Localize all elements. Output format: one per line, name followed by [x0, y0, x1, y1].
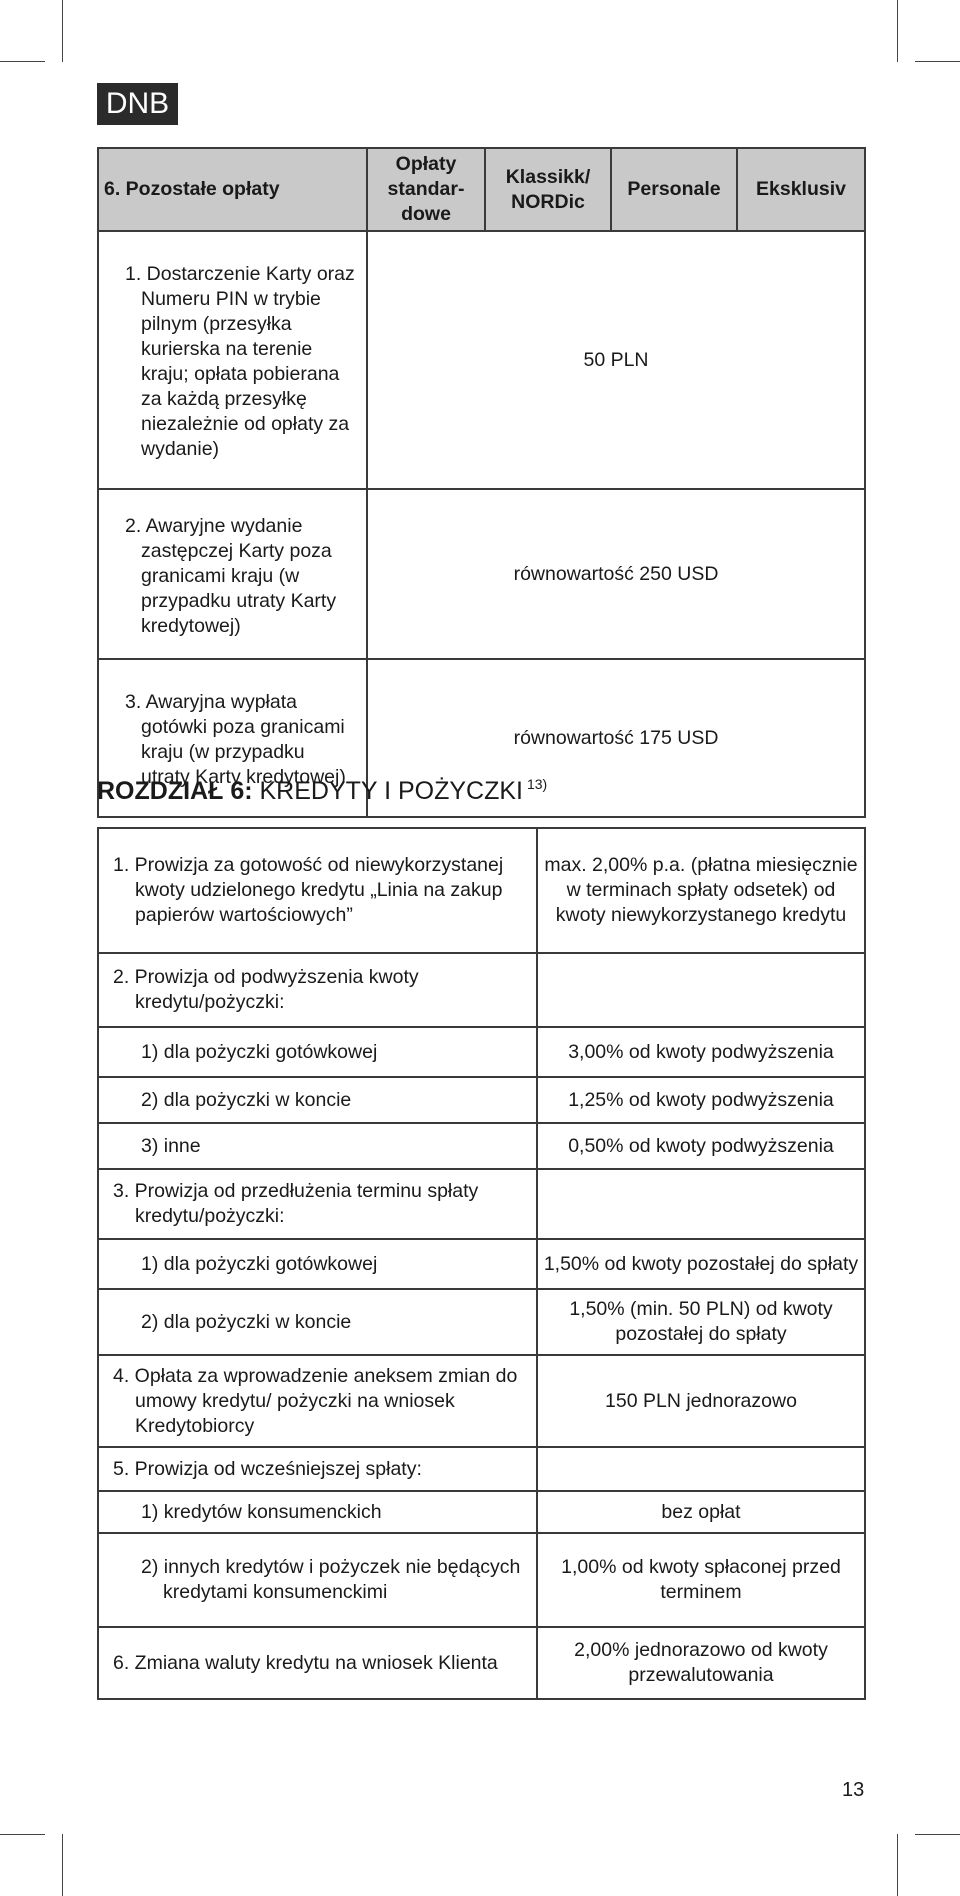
- row-label: 4. Opłata za wprowadzenie aneksem zmian do umowy kredytu/ pożyczki na wniosek Kredytobiorcy: [98, 1355, 537, 1447]
- footnote-ref: 13): [526, 776, 548, 792]
- loans-fees-table: [97, 827, 866, 1700]
- crop-mark: [62, 0, 63, 62]
- header-other-fees: 6. Pozostałe opłaty: [98, 148, 367, 231]
- crop-mark: [0, 61, 45, 62]
- table-row: [98, 828, 865, 953]
- row-label: 1. Prowizja za gotowość od niewykorzystanej kwoty udzielonego kredytu „Linia na zakup papierów wartościowych”: [98, 828, 537, 953]
- row-value: równowartość 250 USD: [367, 489, 865, 659]
- crop-mark: [897, 1834, 898, 1896]
- crop-mark: [915, 61, 960, 62]
- table-row: [98, 1447, 865, 1491]
- table-row: [98, 1627, 865, 1699]
- row-label: 6. Zmiana waluty kredytu na wniosek Klienta: [98, 1627, 537, 1699]
- other-fees-table: [97, 147, 866, 818]
- row-label: 5. Prowizja od wcześniejszej spłaty:: [98, 1447, 537, 1491]
- row-value: bez opłat: [537, 1491, 865, 1533]
- table-row: [98, 1169, 865, 1239]
- table-row: [98, 489, 865, 659]
- table-row: [98, 1289, 865, 1355]
- table-row: [98, 1077, 865, 1123]
- row-value: [537, 953, 865, 1027]
- row-label: 3) inne: [98, 1123, 537, 1169]
- row-value: max. 2,00% p.a. (płatna miesięcznie w terminach spłaty odsetek) od kwoty niewykorzystanego kredytu: [537, 828, 865, 953]
- row-value: 3,00% od kwoty podwyższenia: [537, 1027, 865, 1077]
- row-label: 1. Dostarczenie Karty oraz Numeru PIN w trybie pilnym (przesyłka kurierska na terenie kraju; opłata pobierana za każdą przesyłkę niezależnie od opłaty za wydanie): [98, 231, 367, 489]
- row-value: 2,00% jednorazowo od kwoty przewalutowania: [537, 1627, 865, 1699]
- table-row: [98, 1533, 865, 1627]
- section-heading: [97, 776, 547, 806]
- crop-mark: [62, 1834, 63, 1896]
- table-row: [98, 231, 865, 489]
- row-value: 150 PLN jednorazowo: [537, 1355, 865, 1447]
- row-label: 1) dla pożyczki gotówkowej: [98, 1027, 537, 1077]
- row-value: 50 PLN: [367, 231, 865, 489]
- header-standard-fees: Opłaty standar-dowe: [367, 148, 485, 231]
- table-row: [98, 1239, 865, 1289]
- row-label: 2) innych kredytów i pożyczek nie będących kredytami konsumenckimi: [98, 1533, 537, 1627]
- row-value: 0,50% od kwoty podwyższenia: [537, 1123, 865, 1169]
- header-klassikk: Klassikk/ NORDic: [485, 148, 611, 231]
- row-label: 2. Prowizja od podwyższenia kwoty kredytu/pożyczki:: [98, 953, 537, 1027]
- table-row: [98, 1355, 865, 1447]
- page-number: 13: [842, 1779, 865, 1801]
- row-label: 2) dla pożyczki w koncie: [98, 1289, 537, 1355]
- row-value: równowartość 175 USD: [367, 659, 865, 817]
- row-value: [537, 1447, 865, 1491]
- table-row: [98, 1123, 865, 1169]
- row-label: 2) dla pożyczki w koncie: [98, 1077, 537, 1123]
- table-row: [98, 953, 865, 1027]
- row-label: 3. Awaryjna wypłata gotówki poza granicami kraju (w przypadku utraty Karty kredytowej): [98, 659, 367, 817]
- crop-mark: [915, 1834, 960, 1835]
- row-value: 1,50% od kwoty pozostałej do spłaty: [537, 1239, 865, 1289]
- table-header-row: [98, 148, 865, 231]
- row-value: 1,25% od kwoty podwyższenia: [537, 1077, 865, 1123]
- table-row: [98, 1491, 865, 1533]
- header-personale: Personale: [611, 148, 737, 231]
- dnb-logo: DNB: [97, 83, 178, 125]
- section-heading-bold: ROZDZIAŁ 6:: [97, 777, 253, 805]
- crop-mark: [0, 1834, 45, 1835]
- row-value: 1,00% od kwoty spłaconej przed terminem: [537, 1533, 865, 1627]
- table-row: [98, 1027, 865, 1077]
- row-value: [537, 1169, 865, 1239]
- row-label: 1) kredytów konsumenckich: [98, 1491, 537, 1533]
- header-eksklusiv: Eksklusiv: [737, 148, 865, 231]
- section-heading-title: KREDYTY I POŻYCZKI: [259, 777, 523, 805]
- row-label: 1) dla pożyczki gotówkowej: [98, 1239, 537, 1289]
- row-label: 3. Prowizja od przedłużenia terminu spłaty kredytu/pożyczki:: [98, 1169, 537, 1239]
- row-label: 2. Awaryjne wydanie zastępczej Karty poza granicami kraju (w przypadku utraty Karty kredytowej): [98, 489, 367, 659]
- row-value: 1,50% (min. 50 PLN) od kwoty pozostałej do spłaty: [537, 1289, 865, 1355]
- crop-mark: [897, 0, 898, 62]
